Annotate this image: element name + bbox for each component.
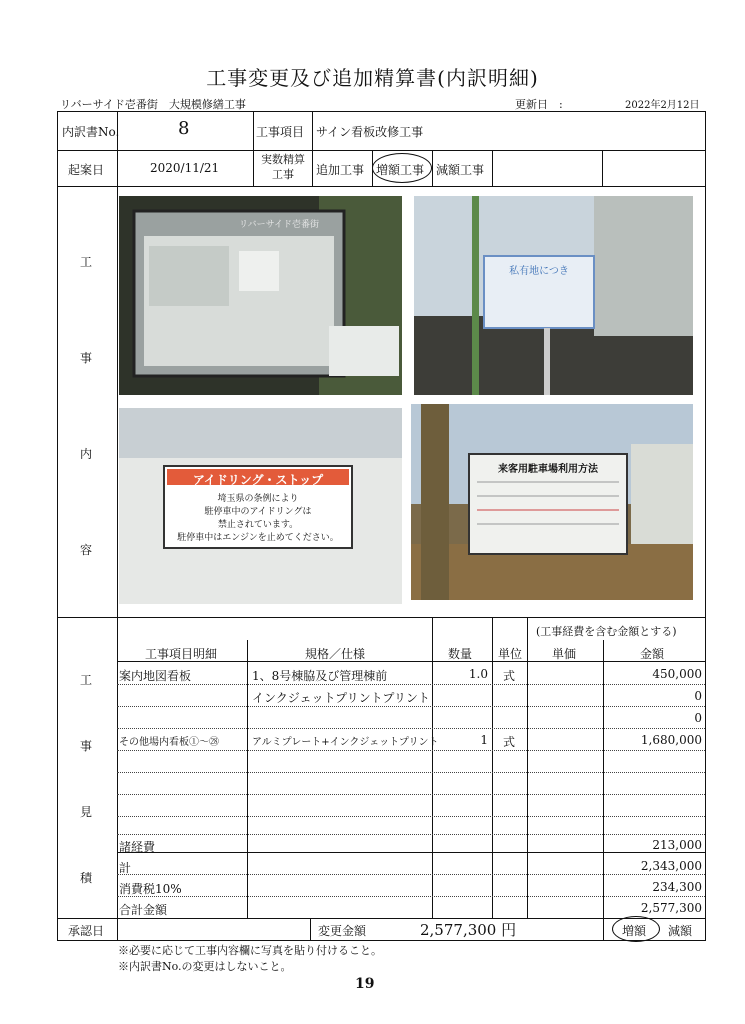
row1-qty: 1.0 [468,667,488,681]
rule [117,852,705,853]
item-no: 8 [178,118,190,139]
rule [705,111,706,940]
document-title: 工事変更及び追加精算書(内訳明細) [206,66,539,90]
estimate-label-1: 工 [80,673,93,687]
row-rule [117,896,705,897]
row-rule [117,728,705,729]
subtotal-amount: 2,343,000 [640,859,702,873]
tax-amount: 234,300 [652,880,702,894]
proposal-date-label: 起案日 [68,163,105,177]
row-rule [117,772,705,773]
content-label-3: 内 [80,447,93,461]
footer-increase: 増額 [622,924,647,938]
row-rule [117,834,705,835]
rule [57,111,706,112]
rule [432,617,433,918]
col-header-item: 工事項目明細 [145,647,218,661]
col-header-unit: 単位 [498,647,523,661]
row2-amount: 0 [694,689,702,703]
sign-line-p3-1: 埼玉県の条例により [217,494,299,504]
overhead-amount: 213,000 [652,838,702,852]
row1-amount: 450,000 [652,667,702,681]
row1-item: 案内地図看板 [119,669,192,683]
rule [492,150,493,186]
item-no-label: 内訳書No. [62,125,120,139]
rule [527,617,528,918]
content-label-2: 事 [80,351,93,365]
sign-text-p1: リバーサイド壱番街 [238,220,320,230]
selection-circle [372,153,432,183]
row-rule [117,874,705,875]
change-label: 変更金額 [318,924,367,938]
total-label: 合計金額 [119,903,168,917]
rule [492,617,493,918]
estimate-label-4: 積 [80,871,93,885]
rule [57,940,706,941]
row4-spec: アルミプレート+インクジェットプリント [252,737,439,748]
subtotal-label: 計 [119,861,132,875]
total-amount: 2,577,300 [640,901,702,915]
rule [57,186,706,187]
private-sign-drawing [414,196,693,395]
row2-spec: インクジェットプリントプリント [252,691,430,705]
photo-visitor-parking [411,404,693,600]
updated-date: 2022年2月12日 [625,100,700,111]
actual-label: 実数精算 工事 [261,153,305,181]
estimate-label-3: 見 [80,805,93,819]
rule [602,150,603,186]
photo-idling-stop [119,408,402,604]
col-header-price: 単価 [552,647,577,661]
rule [57,111,58,940]
opt-decrease: 減額工事 [436,163,485,177]
sign-title-p3: アイドリング・ストップ [192,473,324,487]
rule [57,617,706,618]
project-name: リバーサイド壱番街 大規模修繕工事 [60,98,246,111]
note-2: ※内訳書No.の変更はしないこと。 [118,960,292,973]
content-label-1: 工 [80,255,93,269]
rule [57,150,706,151]
proposal-date: 2020/11/21 [150,161,220,175]
col-header-qty: 数量 [448,647,473,661]
opt-add: 追加工事 [316,163,365,177]
photo-map-board [119,196,402,395]
sign-title-p4: 来客用駐車場利用方法 [498,464,598,475]
rule [247,640,248,918]
row-rule [117,706,705,707]
row-rule [117,750,705,751]
content-label-4: 容 [80,543,93,557]
row-rule [117,684,705,685]
row-rule [117,816,705,817]
rule [312,111,313,186]
selection-circle [612,916,660,942]
sign-line-p3-4: 駐停車中はエンジンを止めてください。 [177,533,339,543]
page-number: 19 [355,976,375,992]
opt-increase: 増額工事 [376,163,425,177]
row-rule [117,794,705,795]
table-note: (工事経費を含む金額とする) [536,625,677,638]
approval-label: 承認日 [68,924,105,938]
change-amount: 2,577,300 円 [420,921,517,939]
visitor-parking-drawing [411,404,693,600]
rule [603,640,604,918]
col-header-amount: 金額 [640,647,665,661]
row4-amount: 1,680,000 [640,733,702,747]
row4-qty: 1 [480,733,488,747]
row1-spec: 1、8号棟脇及び管理棟前 [252,669,388,683]
sign-line-p3-2: 駐停車中のアイドリングは [204,507,312,517]
tax-label: 消費税10% [119,882,182,896]
updated-label: 更新日 : [515,98,563,111]
overhead-label: 諸経費 [119,840,156,854]
row3-amount: 0 [694,711,702,725]
rule [432,150,433,186]
sign-text-p2: 私有地につき [509,266,569,277]
footer-decrease: 減額 [668,924,693,938]
rule [253,111,254,186]
col-header-spec: 規格／仕様 [305,647,366,661]
row1-unit: 式 [503,669,516,683]
estimate-label-2: 事 [80,739,93,753]
photo-private-sign [414,196,693,395]
rule [603,918,604,940]
rule [310,918,311,940]
work-item: サイン看板改修工事 [316,125,424,139]
work-item-label: 工事項目 [256,125,305,139]
rule [57,918,706,919]
row4-item: その他場内看板①～㉘ [119,737,219,748]
row4-unit: 式 [503,735,516,749]
sign-line-p3-3: 禁止されています。 [217,520,299,530]
note-1: ※必要に応じて工事内容欄に写真を貼り付けること。 [118,944,382,957]
